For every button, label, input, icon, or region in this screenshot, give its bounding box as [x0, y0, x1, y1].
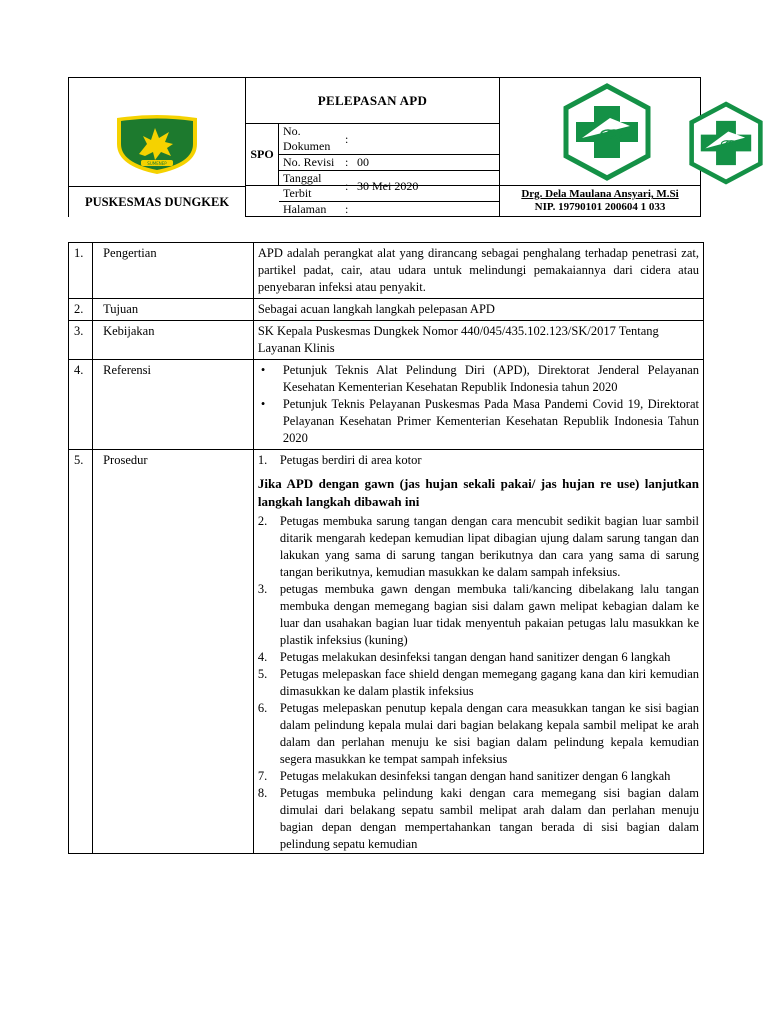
step-text: Petugas melepaskan penutup kepala dengan cara measukkan tangan ke sisi bagian dalam pelindung kepala mulai dari bagian belakang kepala sambil melipat ke arah dalam dan perlahan menuju ke sisi bagian dalam pelindung kepala kemudian segera masukkan ke tempat sampah infeksius [279, 701, 699, 766]
row-number: 5. [69, 450, 93, 854]
document-title: PELEPASAN APD [317, 92, 428, 108]
doc-field-key: Tanggal Terbit [283, 171, 322, 200]
row-label: Referensi [93, 360, 254, 450]
step-text: Petugas melakukan desinfeksi tangan dengan hand sanitizer dengan 6 langkah [279, 650, 671, 664]
bullet-text: Petunjuk Teknis Pelayanan Puskesmas Pada Masa Pandemi Covid 19, Direktorat Pelayanan Kesehatan Primer Kementerian Kesehatan Republik Indonesia Tahun 2020 [282, 397, 699, 445]
bullet-icon: • [260, 397, 266, 411]
step-text: Petugas membuka sarung tangan dengan cara mencubit sedikit bagian luar sambil ditarik mengarah kedepan kemudian lipat dibagian ujung dalam sarung tangan dan lakukan yang sama di sarung tangan berikutnya dan cara yang sama di sarung tangan berikutnya, kemudian masukkan ke dalam sampah infeksius. [279, 514, 699, 579]
row-number: 2. [69, 299, 93, 321]
row-bullets [253, 360, 703, 450]
list-item [258, 666, 699, 700]
row-label: Kebijakan [93, 321, 254, 360]
step-text: petugas membuka gawn dengan membuka tali/kancing dibelakang lalu tangan membuka dengan memegang bagian sisi dalam gawn melipat kebagian dalam ke luar dan usahakan bagian luar tidak menyentuh pakaian petugas lalu masukkan ke plastik infeksius (kuning) [279, 582, 699, 647]
doc-field-colon: : [345, 131, 349, 146]
row-text: SK Kepala Puskesmas Dungkek Nomor 440/045/435.102.123/SK/2017 Tentang Layanan Klinis [253, 321, 703, 360]
institution-name: PUSKESMAS DUNGKEK [69, 186, 245, 218]
step-text: Petugas melepaskan face shield dengan memegang gagang kana dan kiri kemudian dimasukkan ke dalam plastik infeksius [279, 667, 699, 698]
row-number: 4. [69, 360, 93, 450]
list-item [258, 581, 699, 649]
row-label: Pengertian [93, 243, 254, 299]
doc-field-value: 30 Mei 2020 [357, 178, 419, 193]
spo-block [246, 124, 500, 216]
row-number: 1. [69, 243, 93, 299]
procedure-note: Jika APD dengan gawn (jas hujan sekali pakai/ jas hujan re use) lanjutkan langkah langkah dibawah ini [257, 476, 699, 509]
signatory-name: Drg. Dela Maulana Ansyari, M.Si [521, 188, 679, 200]
row-label: Tujuan [93, 299, 254, 321]
signatory-nip: NIP. 19790101 200604 1 033 [534, 201, 666, 213]
doc-field-row [279, 202, 499, 217]
table-row [69, 360, 704, 450]
row-text: APD adalah perangkat alat yang dirancang sebagai penghalang terhadap penetrasi zat, partikel padat, cair, atau udara untuk melindungi pemakaiannya dari cidera atau penyebaran infeksi atau penyakit. [253, 243, 703, 299]
row-text: Sebagai acuan langkah langkah pelepasan APD [253, 299, 703, 321]
content-table [68, 242, 704, 854]
list-item [258, 362, 699, 396]
signatory-cell [500, 186, 701, 217]
doc-field-row [279, 171, 499, 202]
row-label: Prosedur [93, 450, 254, 854]
list-item [258, 700, 699, 768]
table-row [69, 243, 704, 299]
title-cell [246, 78, 500, 124]
doc-field-key: No. Revisi [283, 155, 335, 169]
bullet-text: Petunjuk Teknis Alat Pelindung Diri (APD), Direktorat Jenderal Pelayanan Kesehatan Kementerian Kesehatan Republik Indonesia tahun 2020 [282, 363, 699, 394]
puskesmas-shield-logo [111, 114, 203, 176]
list-item [258, 768, 699, 785]
list-item [258, 396, 699, 447]
step-text: Petugas membuka pelindung kaki dengan cara memegang sisi bagian dalam dimulai dari belakang sepatu sambil melipat arah dalam dan perlahan menuju bagian depan dengan mempertahankan tangan berada di sisi bagian dalam pelindung sepatu kemudian [279, 786, 699, 851]
step-number: 8. [257, 786, 268, 800]
step-number: 5. [257, 667, 268, 681]
doc-field-colon: : [345, 155, 349, 169]
doc-field-key: Halaman [283, 202, 327, 216]
kemenkes-logo-secondary [684, 101, 768, 185]
list-item [258, 649, 699, 666]
table-row [69, 321, 704, 360]
bullet-icon: • [260, 363, 266, 377]
kemenkes-logo-cell [500, 78, 701, 186]
step-number: 2. [257, 514, 268, 528]
doc-field-key: No. Dokumen [283, 124, 331, 153]
list-item [258, 785, 699, 853]
step-number: 1. [257, 453, 268, 467]
list-item [258, 452, 699, 469]
shield-banner: SUMENEP [147, 160, 167, 166]
doc-field-row [279, 124, 499, 155]
doc-field-colon: : [345, 202, 349, 216]
kemenkes-logo [552, 82, 662, 182]
procedure-steps [253, 450, 703, 854]
step-number: 6. [257, 701, 268, 715]
doc-field-row [279, 155, 499, 171]
table-row [69, 450, 704, 854]
table-row [69, 299, 704, 321]
spo-label: SPO [246, 124, 279, 185]
doc-field-colon: : [345, 178, 349, 193]
row-number: 3. [69, 321, 93, 360]
list-item [258, 513, 699, 581]
step-text: Petugas berdiri di area kotor [279, 453, 422, 467]
step-number: 4. [257, 650, 268, 664]
doc-field-value: 00 [357, 155, 369, 169]
step-number: 3. [257, 582, 268, 596]
step-number: 7. [257, 769, 268, 783]
step-text: Petugas melakukan desinfeksi tangan dengan hand sanitizer dengan 6 langkah [279, 769, 671, 783]
